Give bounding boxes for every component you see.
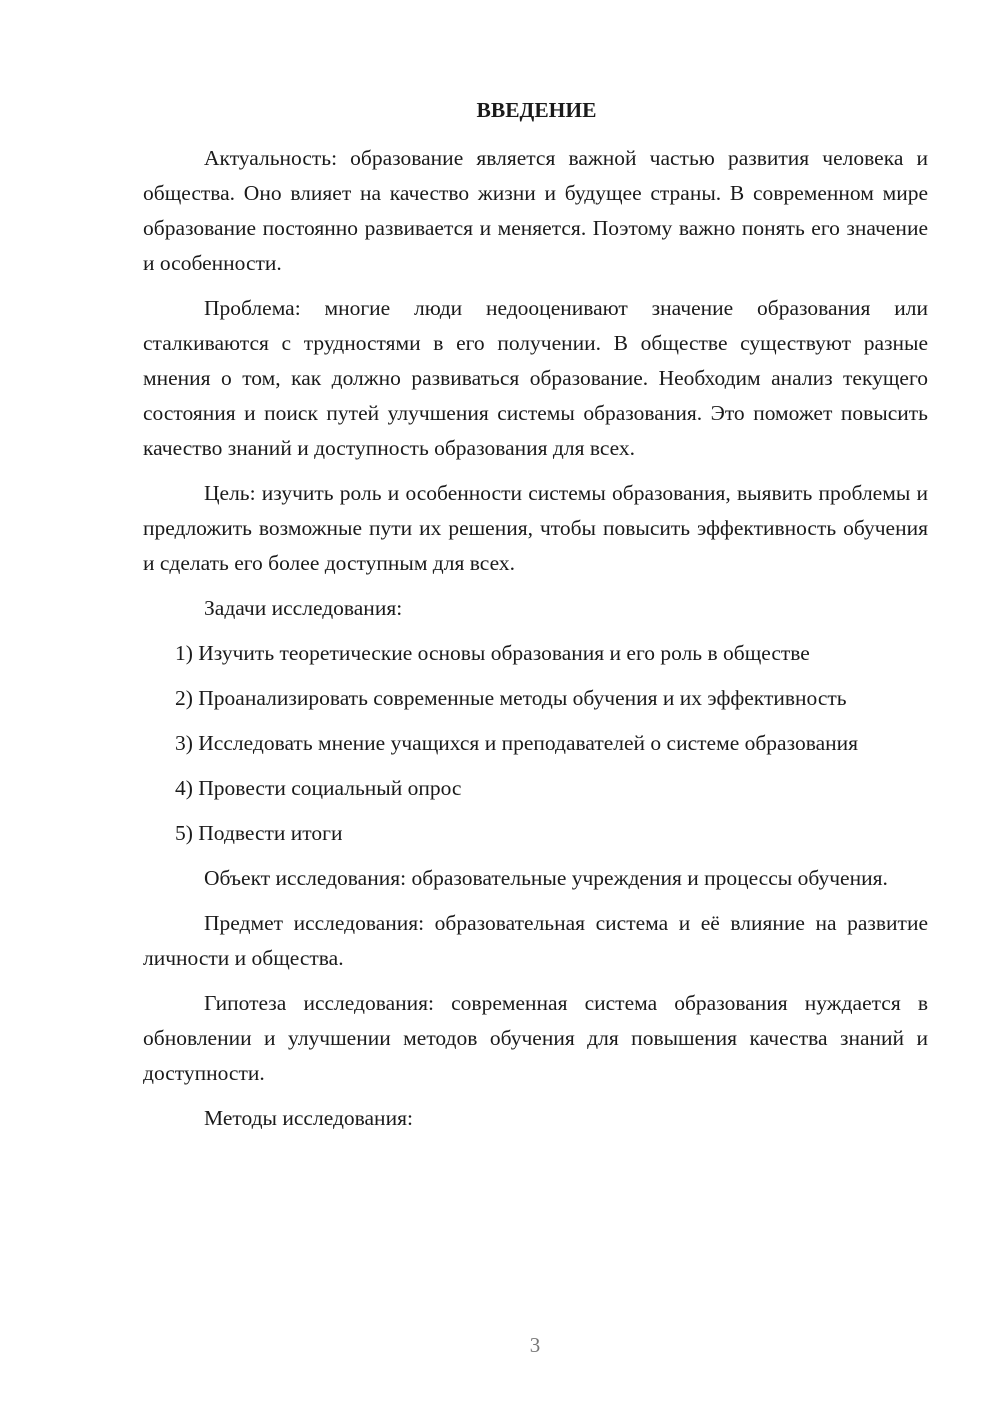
paragraph-object: Объект исследования: образовательные учреждения и процессы обучения. bbox=[204, 866, 888, 890]
task-item-1: 1) Изучить теоретические основы образования и его роль в обществе bbox=[175, 641, 810, 665]
section-title: ВВЕДЕНИЕ bbox=[476, 98, 597, 122]
methods-heading: Методы исследования: bbox=[204, 1106, 413, 1130]
task-item-2: 2) Проанализировать современные методы обучения и их эффективность bbox=[175, 686, 847, 710]
task-item-4: 4) Провести социальный опрос bbox=[175, 776, 462, 800]
paragraph-goal: Цель: изучить роль и особенности системы образования, выявить проблемы и предложить возможные пути их решения, чтобы повысить эффективность обучения и сделать его более доступным для всех. bbox=[143, 481, 928, 575]
paragraph-problem: Проблема: многие люди недооценивают значение образования или сталкиваются с трудностями в его получении. В обществе существуют разные мнения о том, как должно развиваться образование. Необходим анализ текущего состояния и поиск путей улучшения системы образования. Это поможет повысить качество знаний и доступность образования для всех. bbox=[143, 296, 928, 460]
tasks-heading: Задачи исследования: bbox=[204, 596, 403, 620]
task-item-5: 5) Подвести итоги bbox=[175, 821, 343, 845]
page-number: 3 bbox=[529, 1333, 541, 1357]
paragraph-actuality: Актуальность: образование является важной частью развития человека и общества. Оно влияет на качество жизни и будущее страны. В современном мире образование постоянно развивается и меняется. Поэтому важно понять его значение и особенности. bbox=[143, 146, 928, 275]
task-item-3: 3) Исследовать мнение учащихся и преподавателей о системе образования bbox=[175, 731, 859, 755]
page-content bbox=[143, 93, 928, 1146]
paragraph-subject: Предмет исследования: образовательная система и её влияние на развитие личности и общества. bbox=[143, 911, 928, 970]
paragraph-hypothesis: Гипотеза исследования: современная система образования нуждается в обновлении и улучшении методов обучения для повышения качества знаний и доступности. bbox=[143, 991, 928, 1085]
